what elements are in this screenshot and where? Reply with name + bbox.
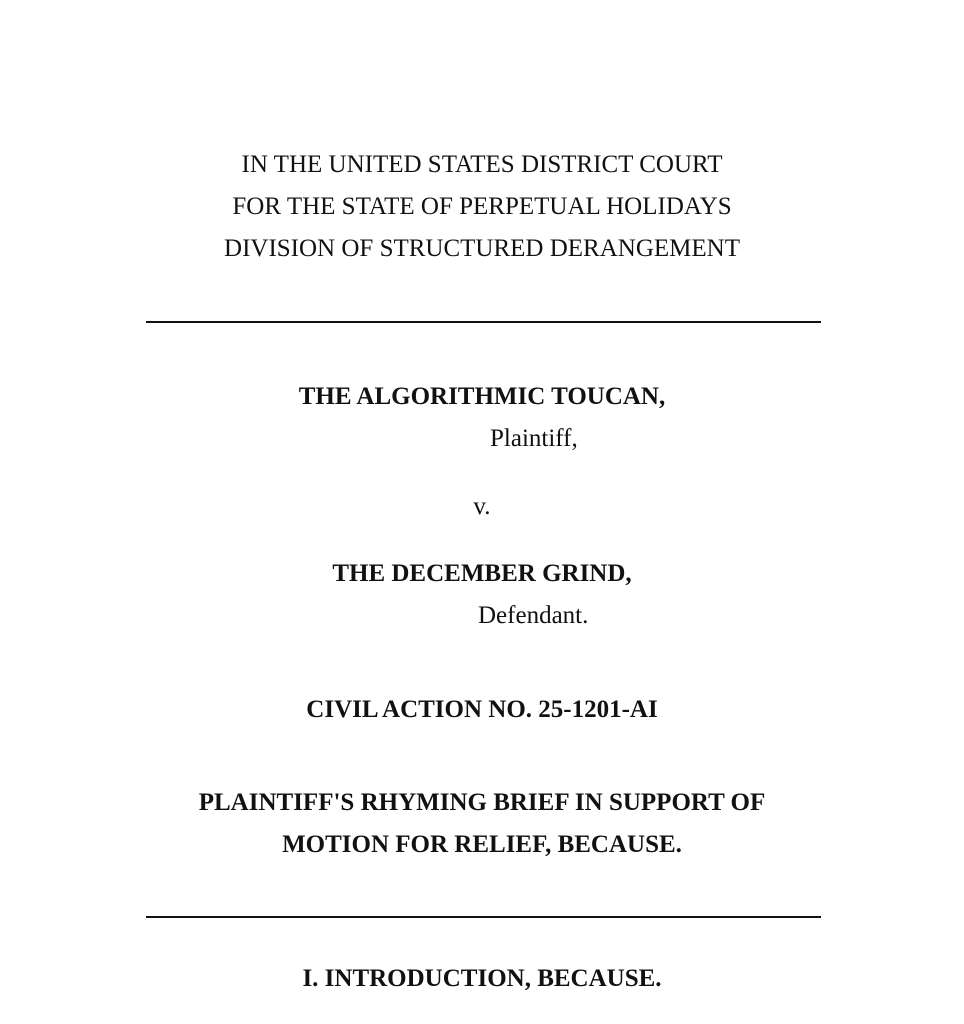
defendant-name: THE DECEMBER GRIND, — [332, 560, 632, 587]
civil-action-number: CIVIL ACTION NO. 25-1201-AI — [306, 696, 658, 723]
brief-title-line-1: PLAINTIFF'S RHYMING BRIEF IN SUPPORT OF — [198, 789, 766, 816]
top-divider — [146, 321, 821, 323]
plaintiff-role: Plaintiff, — [490, 425, 578, 452]
court-name-line-3: DIVISION OF STRUCTURED DERANGEMENT — [224, 235, 740, 262]
bottom-divider — [146, 916, 821, 918]
section-heading-introduction: I. INTRODUCTION, BECAUSE. — [302, 965, 662, 992]
court-name-line-1: IN THE UNITED STATES DISTRICT COURT — [241, 151, 723, 178]
court-name-line-2: FOR THE STATE OF PERPETUAL HOLIDAYS — [232, 193, 732, 220]
plaintiff-name: THE ALGORITHMIC TOUCAN, — [298, 383, 666, 410]
versus-label: v. — [473, 493, 491, 520]
defendant-role: Defendant. — [478, 602, 589, 629]
brief-title-line-2: MOTION FOR RELIEF, BECAUSE. — [282, 831, 682, 858]
